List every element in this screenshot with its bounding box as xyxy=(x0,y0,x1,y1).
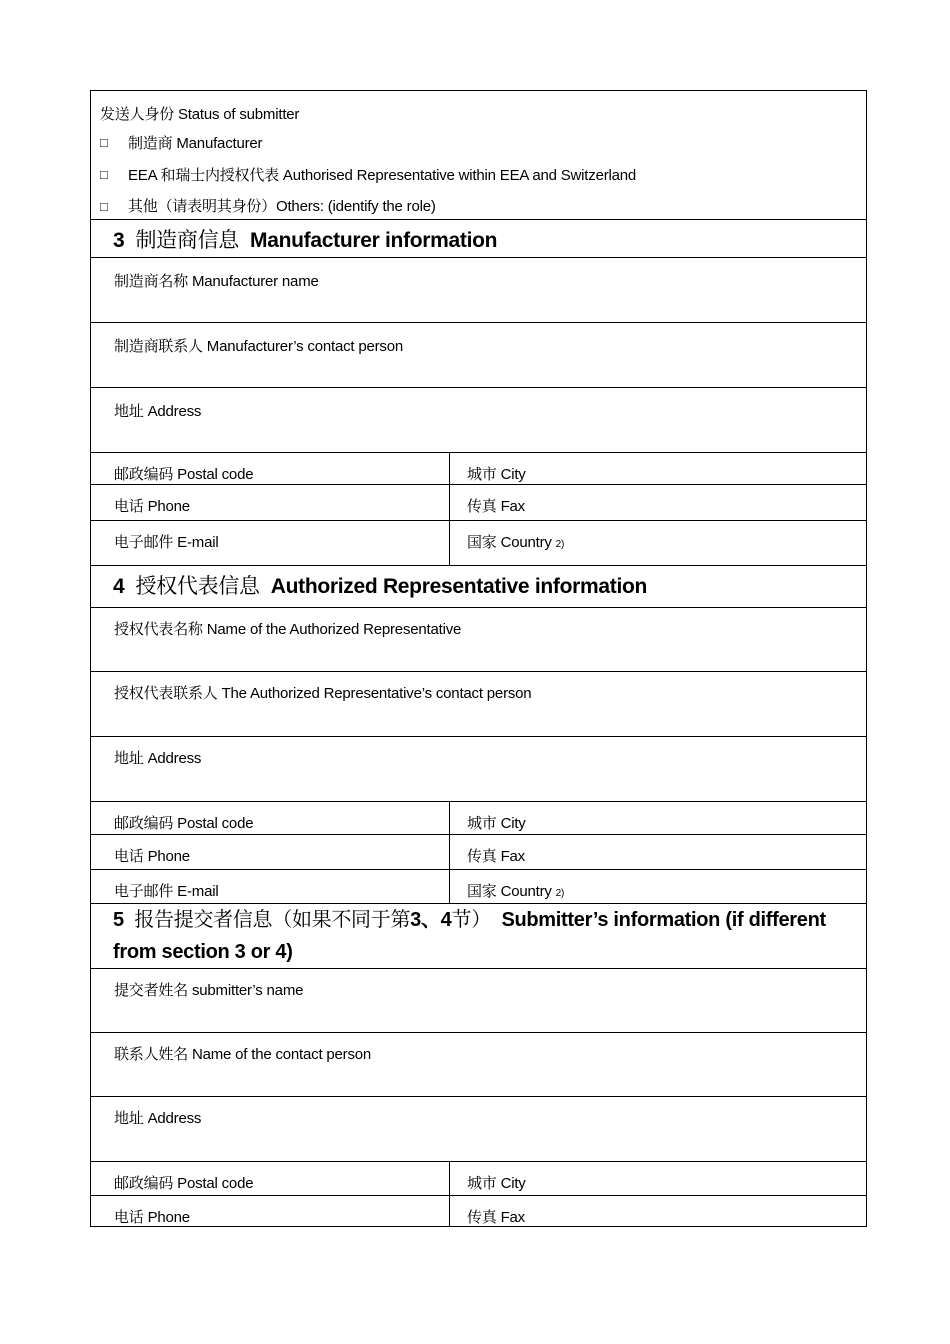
submitter-city-cell[interactable] xyxy=(450,1162,866,1195)
manufacturer-phone-label: 电话 Phone xyxy=(114,498,190,515)
submitter-city-label: 城市 City xyxy=(467,1175,526,1192)
section-4-heading-row xyxy=(91,565,866,607)
manufacturer-postal-label: 邮政编码 Postal code xyxy=(114,466,254,483)
section-3-title-en: Manufacturer information xyxy=(250,229,498,252)
authorized-rep-city-cell[interactable] xyxy=(450,802,866,834)
authorized-rep-country-cell[interactable] xyxy=(450,870,866,903)
manufacturer-phone-cell[interactable] xyxy=(91,485,450,520)
submitter-fax-label: 传真 Fax xyxy=(467,1209,525,1226)
submitter-phone-label: 电话 Phone xyxy=(114,1209,190,1226)
manufacturer-email-label: 电子邮件 E-mail xyxy=(114,534,219,551)
authorized-rep-country-text: 国家 Country xyxy=(467,883,552,900)
authorized-rep-contact-row[interactable] xyxy=(91,671,866,736)
submitter-postal-city-row xyxy=(91,1161,866,1195)
section-3-heading-row xyxy=(91,219,866,257)
section-5-heading-row xyxy=(91,903,866,968)
manufacturer-country-cell[interactable] xyxy=(450,521,866,565)
authorized-rep-email-cell[interactable] xyxy=(91,870,450,903)
authorized-rep-phone-fax-row xyxy=(91,834,866,869)
submitter-name-row[interactable] xyxy=(91,968,866,1032)
manufacturer-fax-label: 传真 Fax xyxy=(467,498,525,515)
submitter-postal-label: 邮政编码 Postal code xyxy=(114,1175,254,1192)
manufacturer-contact-label: 制造商联系人 Manufacturer’s contact person xyxy=(114,338,404,355)
submitter-fax-cell[interactable] xyxy=(450,1196,866,1226)
authorized-rep-postal-city-row xyxy=(91,801,866,834)
section-5-title-ref: 3、4 xyxy=(410,909,452,931)
authorized-rep-phone-cell[interactable] xyxy=(91,835,450,869)
manufacturer-name-row[interactable] xyxy=(91,257,866,322)
section-3-number: 3 xyxy=(113,229,125,252)
submitter-postal-cell[interactable] xyxy=(91,1162,450,1195)
authorized-rep-name-row[interactable] xyxy=(91,607,866,671)
authorized-rep-email-label: 电子邮件 E-mail xyxy=(114,883,219,900)
manufacturer-country-label xyxy=(467,531,564,552)
submitter-phone-cell[interactable] xyxy=(91,1196,450,1226)
manufacturer-city-cell[interactable] xyxy=(450,453,866,484)
manufacturer-checkbox[interactable]: □ xyxy=(100,135,108,150)
authorised-rep-checkbox[interactable]: □ xyxy=(100,167,108,182)
submitter-phone-fax-row xyxy=(91,1195,866,1226)
authorized-rep-phone-label: 电话 Phone xyxy=(114,848,190,865)
authorized-rep-postal-label: 邮政编码 Postal code xyxy=(114,815,254,832)
submitter-address-row[interactable] xyxy=(91,1096,866,1161)
section-4-title-en: Authorized Representative information xyxy=(270,575,648,598)
submitter-contact-label: 联系人姓名 Name of the contact person xyxy=(114,1046,372,1063)
section-3-heading xyxy=(113,224,497,254)
submitter-address-label: 地址 Address xyxy=(114,1110,202,1127)
authorized-rep-city-label: 城市 City xyxy=(467,815,526,832)
manufacturer-country-text: 国家 Country xyxy=(467,534,552,551)
section-5-title-en: Submitter’s information (if different from section 3 or 4) xyxy=(113,909,826,963)
section-5-title-cn-b: 节） xyxy=(451,909,491,931)
authorized-rep-email-country-row xyxy=(91,869,866,903)
authorized-rep-fax-label: 传真 Fax xyxy=(467,848,525,865)
submitter-name-label: 提交者姓名 submitter’s name xyxy=(114,982,304,999)
submitter-contact-row[interactable] xyxy=(91,1032,866,1096)
authorized-rep-address-row[interactable] xyxy=(91,736,866,801)
authorized-rep-postal-cell[interactable] xyxy=(91,802,450,834)
section-4-heading xyxy=(113,570,647,600)
manufacturer-postal-cell[interactable] xyxy=(91,453,450,484)
manufacturer-fax-cell[interactable] xyxy=(450,485,866,520)
section-4-number: 4 xyxy=(113,575,125,598)
authorized-rep-address-label: 地址 Address xyxy=(114,750,202,767)
section-5-number: 5 xyxy=(113,909,124,931)
manufacturer-country-footnote: 2) xyxy=(555,539,565,550)
incident-report-form xyxy=(90,90,867,1227)
manufacturer-address-label: 地址 Address xyxy=(114,403,202,420)
authorized-rep-contact-label: 授权代表联系人 The Authorized Representative’s contact person xyxy=(114,685,532,702)
authorized-rep-country-footnote: 2) xyxy=(555,888,565,899)
manufacturer-address-row[interactable] xyxy=(91,387,866,452)
authorized-rep-fax-cell[interactable] xyxy=(450,835,866,869)
section-4-title-cn: 授权代表信息 xyxy=(135,575,260,598)
manufacturer-option-label: 制造商 Manufacturer xyxy=(128,135,263,152)
manufacturer-postal-city-row xyxy=(91,452,866,484)
others-option-label: 其他（请表明其身份）Others: (identify the role) xyxy=(128,198,436,215)
manufacturer-name-label: 制造商名称 Manufacturer name xyxy=(114,273,319,290)
authorised-rep-option-label: EEA 和瑞士内授权代表 Authorised Representative within EEA and Switzerland xyxy=(128,167,637,184)
section-5-title-cn-a: 报告提交者信息（如果不同于第 xyxy=(134,909,411,931)
manufacturer-phone-fax-row xyxy=(91,484,866,520)
others-checkbox[interactable]: □ xyxy=(100,199,108,214)
manufacturer-email-country-row xyxy=(91,520,866,565)
section-3-title-cn: 制造商信息 xyxy=(135,229,239,252)
authorized-rep-name-label: 授权代表名称 Name of the Authorized Representative xyxy=(114,621,462,638)
manufacturer-email-cell[interactable] xyxy=(91,521,450,565)
manufacturer-contact-row[interactable] xyxy=(91,322,866,387)
status-of-submitter-block xyxy=(91,91,866,219)
status-of-submitter-label: 发送人身份 Status of submitter xyxy=(100,106,300,123)
authorized-rep-country-label xyxy=(467,880,564,901)
section-5-heading xyxy=(113,904,858,968)
manufacturer-city-label: 城市 City xyxy=(467,466,526,483)
